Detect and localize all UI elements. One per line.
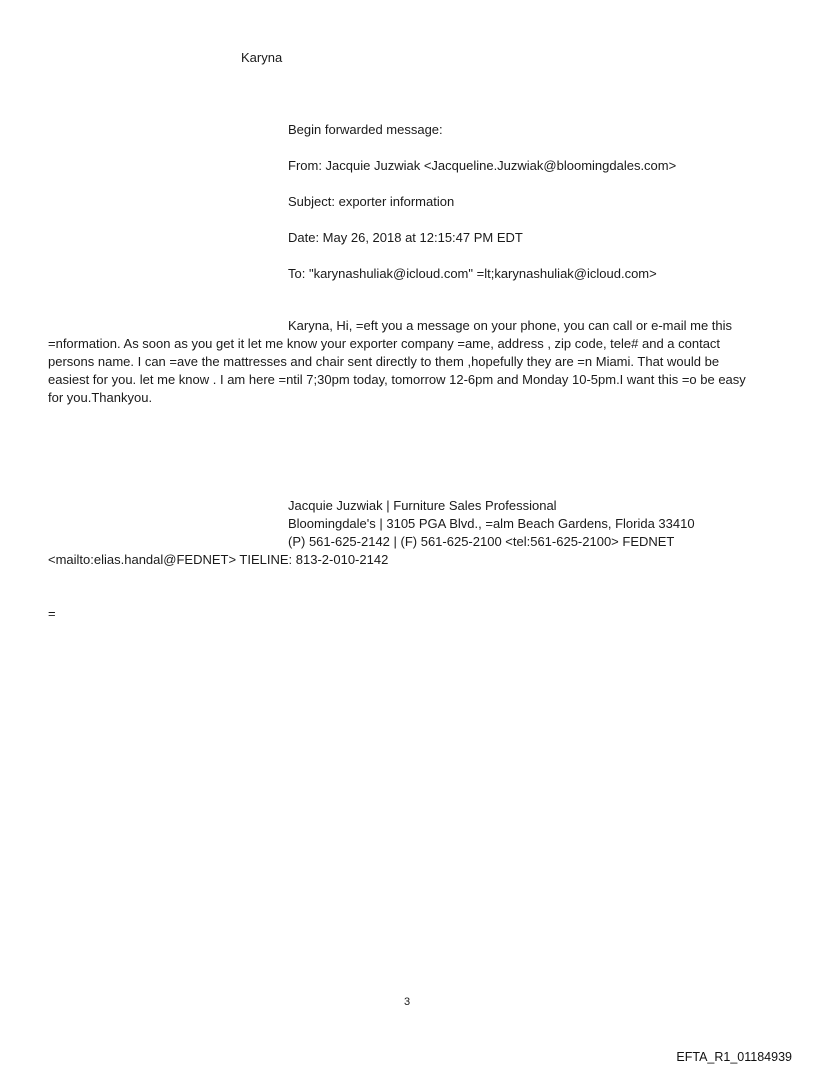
message-body [48, 317, 760, 407]
forwarded-to: To: "karynashuliak@icloud.com" =lt;karynashuliak@icloud.com> [288, 266, 657, 281]
page-number: 3 [404, 996, 411, 1008]
body-continuation: =nformation. As soon as you get it let me know your exporter company =ame, address , zip code, tele# and a contact persons name. I can =ave the mattresses and chair sent directly to them ,hopefully they are =n Miami. That would be easiest for you. let me know . I am here =ntil 7;30pm today, tomorrow 12-6pm and Monday 10-5pm.I want this =o be easy for you.Thankyou. [48, 336, 746, 405]
forwarded-subject: Subject: exporter information [288, 194, 455, 209]
forwarded-from: From: Jacquie Juzwiak <Jacqueline.Juzwiak@bloomingdales.com> [288, 158, 677, 173]
body-first-line: Karyna, Hi, =eft you a message on your phone, you can call or e-mail me this [288, 318, 733, 333]
signature-mailto-tieline: <mailto:elias.handal@FEDNET> TIELINE: 813-2-010-2142 [48, 552, 389, 567]
forwarded-date: Date: May 26, 2018 at 12:15:47 PM EDT [288, 230, 523, 245]
greeting: Karyna [241, 50, 283, 65]
trailing-mark: = [48, 606, 56, 621]
signature-phone: (P) 561-625-2142 | (F) 561-625-2100 <tel:561-625-2100> FEDNET [288, 534, 675, 549]
signature-address: Bloomingdale's | 3105 PGA Blvd., =alm Beach Gardens, Florida 33410 [288, 516, 695, 531]
signature-name-title: Jacquie Juzwiak | Furniture Sales Professional [288, 498, 557, 513]
forwarded-intro: Begin forwarded message: [288, 122, 443, 137]
document-id: EFTA_R1_01184939 [676, 1050, 792, 1064]
